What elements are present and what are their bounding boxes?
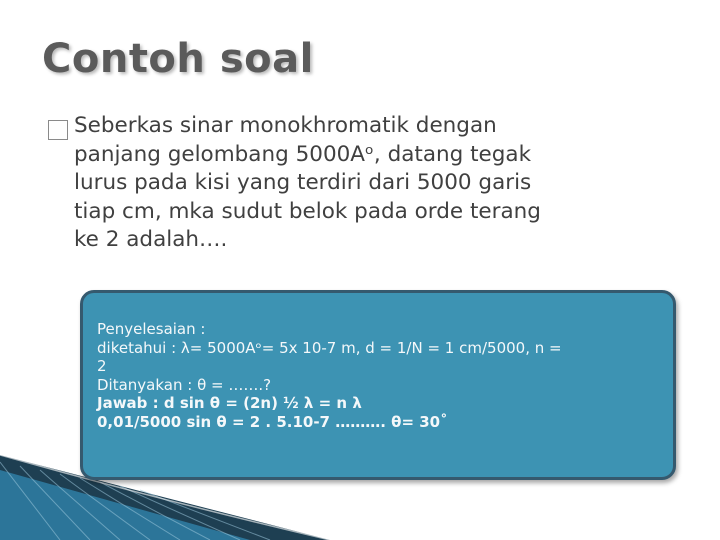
answer-line: Penyelesaian : [97, 320, 206, 338]
answer-text [97, 320, 673, 431]
question-text [74, 112, 674, 255]
answer-line: Jawab : d sin θ = (2n) ½ λ = n λ [97, 394, 362, 412]
answer-line: 2 [97, 357, 107, 375]
question-line: tiap cm, mka sudut belok pada orde terang [74, 198, 541, 224]
question-line: ke 2 adalah…. [74, 227, 228, 252]
bullet-icon [48, 120, 68, 140]
question-line: Seberkas sinar monokhromatik dengan [74, 113, 497, 138]
answer-line: Ditanyakan : θ = …….? [97, 375, 272, 394]
question-line: panjang gelombang 5000Aᵒ, datang tegak [74, 141, 532, 167]
answer-line: diketahui : λ= 5000Aᵒ= 5x 10-7 m, d = 1/N = 1 cm/5000, n = [97, 338, 562, 357]
decor-blue-wedge [0, 470, 250, 540]
question-line: lurus pada kisi yang terdiri dari 5000 garis [74, 170, 532, 195]
answer-box [80, 290, 676, 480]
answer-line: 0,01/5000 sin θ = 2 . 5.10-7 ………. θ= 30˚ [97, 412, 448, 431]
slide-title: Contoh soal [42, 36, 314, 82]
